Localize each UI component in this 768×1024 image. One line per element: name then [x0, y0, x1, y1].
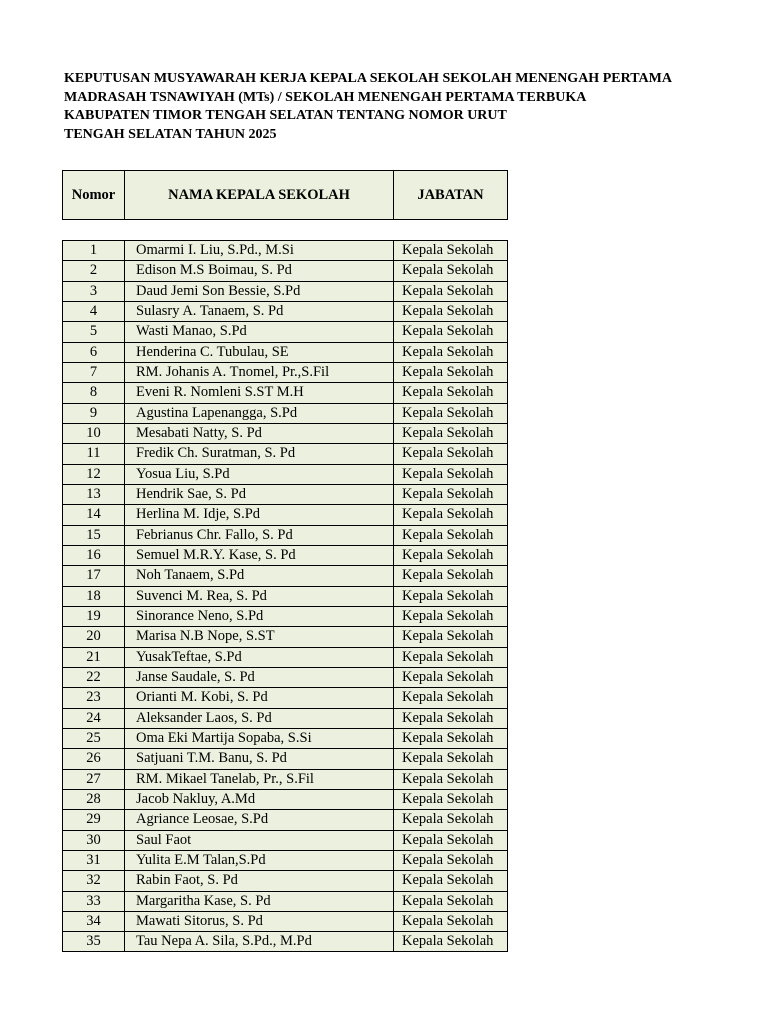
table-row [63, 932, 508, 952]
table-row [63, 708, 508, 728]
table-row [63, 281, 508, 301]
table-body [63, 241, 508, 952]
row-nama: RM. Mikael Tanelab, Pr., S.Fil [125, 769, 394, 789]
table-row [63, 322, 508, 342]
row-jabatan: Kepala Sekolah [394, 281, 508, 301]
row-nama: Noh Tanaem, S.Pd [125, 566, 394, 586]
row-jabatan: Kepala Sekolah [394, 749, 508, 769]
row-number: 27 [63, 769, 125, 789]
row-nama: Agustina Lapenangga, S.Pd [125, 403, 394, 423]
row-number: 7 [63, 362, 125, 382]
row-jabatan: Kepala Sekolah [394, 525, 508, 545]
row-number: 6 [63, 342, 125, 362]
table-row [63, 667, 508, 687]
row-jabatan: Kepala Sekolah [394, 911, 508, 931]
row-jabatan: Kepala Sekolah [394, 342, 508, 362]
document-title [64, 70, 672, 144]
table-row [63, 647, 508, 667]
table-row [63, 566, 508, 586]
row-nama: Eveni R. Nomleni S.ST M.H [125, 383, 394, 403]
row-number: 21 [63, 647, 125, 667]
row-nama: Omarmi I. Liu, S.Pd., M.Si [125, 241, 394, 261]
row-jabatan: Kepala Sekolah [394, 606, 508, 626]
row-jabatan: Kepala Sekolah [394, 545, 508, 565]
row-jabatan: Kepala Sekolah [394, 647, 508, 667]
table-row [63, 342, 508, 362]
row-nama: Yosua Liu, S.Pd [125, 464, 394, 484]
row-nama: Mesabati Natty, S. Pd [125, 423, 394, 443]
table-row [63, 505, 508, 525]
title-line-1: KEPUTUSAN MUSYAWARAH KERJA KEPALA SEKOLAH SEKOLAH MENENGAH PERTAMA [64, 71, 672, 86]
row-jabatan: Kepala Sekolah [394, 241, 508, 261]
row-number: 31 [63, 850, 125, 870]
row-jabatan: Kepala Sekolah [394, 769, 508, 789]
row-number: 35 [63, 932, 125, 952]
row-number: 25 [63, 728, 125, 748]
table-row [63, 891, 508, 911]
table-row [63, 789, 508, 809]
row-number: 22 [63, 667, 125, 687]
table-row [63, 871, 508, 891]
table-row [63, 484, 508, 504]
row-nama: Henderina C. Tubulau, SE [125, 342, 394, 362]
row-jabatan: Kepala Sekolah [394, 566, 508, 586]
row-number: 23 [63, 688, 125, 708]
row-nama: Daud Jemi Son Bessie, S.Pd [125, 281, 394, 301]
row-number: 15 [63, 525, 125, 545]
row-number: 33 [63, 891, 125, 911]
row-jabatan: Kepala Sekolah [394, 932, 508, 952]
table-row [63, 911, 508, 931]
row-nama: Hendrik Sae, S. Pd [125, 484, 394, 504]
title-line-2: MADRASAH TSNAWIYAH (MTs) / SEKOLAH MENENGAH PERTAMA TERBUKA [64, 89, 587, 105]
table-row [63, 403, 508, 423]
row-nama: Herlina M. Idje, S.Pd [125, 505, 394, 525]
title-line-3: KABUPATEN TIMOR TENGAH SELATAN TENTANG NOMOR URUT [64, 108, 507, 123]
row-jabatan: Kepala Sekolah [394, 789, 508, 809]
row-nama: Sulasry A. Tanaem, S. Pd [125, 301, 394, 321]
table-row [63, 830, 508, 850]
row-nama: Suvenci M. Rea, S. Pd [125, 586, 394, 606]
row-number: 8 [63, 383, 125, 403]
table-row [63, 301, 508, 321]
table-row [63, 769, 508, 789]
row-jabatan: Kepala Sekolah [394, 484, 508, 504]
row-nama: Aleksander Laos, S. Pd [125, 708, 394, 728]
row-jabatan: Kepala Sekolah [394, 362, 508, 382]
row-number: 2 [63, 261, 125, 281]
row-jabatan: Kepala Sekolah [394, 423, 508, 443]
row-number: 3 [63, 281, 125, 301]
row-number: 9 [63, 403, 125, 423]
row-number: 10 [63, 423, 125, 443]
header-nama-kepala-sekolah: NAMA KEPALA SEKOLAH [125, 171, 394, 220]
row-number: 26 [63, 749, 125, 769]
row-nama: Margaritha Kase, S. Pd [125, 891, 394, 911]
table-row [63, 586, 508, 606]
table-row [63, 728, 508, 748]
row-jabatan: Kepala Sekolah [394, 505, 508, 525]
row-nama: Wasti Manao, S.Pd [125, 322, 394, 342]
row-jabatan: Kepala Sekolah [394, 830, 508, 850]
row-jabatan: Kepala Sekolah [394, 891, 508, 911]
row-number: 34 [63, 911, 125, 931]
row-nama: Mawati Sitorus, S. Pd [125, 911, 394, 931]
row-nama: Semuel M.R.Y. Kase, S. Pd [125, 545, 394, 565]
row-number: 5 [63, 322, 125, 342]
row-jabatan: Kepala Sekolah [394, 403, 508, 423]
row-number: 24 [63, 708, 125, 728]
row-nama: Agriance Leosae, S.Pd [125, 810, 394, 830]
table-row [63, 423, 508, 443]
table-row [63, 362, 508, 382]
row-nama: Edison M.S Boimau, S. Pd [125, 261, 394, 281]
row-jabatan: Kepala Sekolah [394, 810, 508, 830]
row-nama: Fredik Ch. Suratman, S. Pd [125, 444, 394, 464]
row-number: 32 [63, 871, 125, 891]
row-jabatan: Kepala Sekolah [394, 850, 508, 870]
row-nama: Tau Nepa A. Sila, S.Pd., M.Pd [125, 932, 394, 952]
row-nama: Saul Faot [125, 830, 394, 850]
row-jabatan: Kepala Sekolah [394, 322, 508, 342]
row-jabatan: Kepala Sekolah [394, 667, 508, 687]
table-row [63, 383, 508, 403]
row-number: 14 [63, 505, 125, 525]
row-number: 16 [63, 545, 125, 565]
row-nama: Janse Saudale, S. Pd [125, 667, 394, 687]
principal-list-table [62, 240, 508, 952]
row-number: 19 [63, 606, 125, 626]
row-number: 28 [63, 789, 125, 809]
row-nama: Oma Eki Martija Sopaba, S.Si [125, 728, 394, 748]
table-row [63, 545, 508, 565]
row-jabatan: Kepala Sekolah [394, 383, 508, 403]
row-jabatan: Kepala Sekolah [394, 586, 508, 606]
row-nama: Febrianus Chr. Fallo, S. Pd [125, 525, 394, 545]
row-jabatan: Kepala Sekolah [394, 261, 508, 281]
row-number: 18 [63, 586, 125, 606]
row-jabatan: Kepala Sekolah [394, 688, 508, 708]
table-row [63, 810, 508, 830]
row-number: 29 [63, 810, 125, 830]
row-nama: Jacob Nakluy, A.Md [125, 789, 394, 809]
row-nama: Marisa N.B Nope, S.ST [125, 627, 394, 647]
table-row [63, 627, 508, 647]
table-row [63, 261, 508, 281]
row-nama: Satjuani T.M. Banu, S. Pd [125, 749, 394, 769]
table-row [63, 464, 508, 484]
row-jabatan: Kepala Sekolah [394, 728, 508, 748]
row-nama: Rabin Faot, S. Pd [125, 871, 394, 891]
row-jabatan: Kepala Sekolah [394, 627, 508, 647]
row-number: 13 [63, 484, 125, 504]
table-row [63, 850, 508, 870]
row-number: 17 [63, 566, 125, 586]
row-number: 11 [63, 444, 125, 464]
table-row [63, 749, 508, 769]
row-nama: Yulita E.M Talan,S.Pd [125, 850, 394, 870]
row-number: 12 [63, 464, 125, 484]
row-nama: RM. Johanis A. Tnomel, Pr.,S.Fil [125, 362, 394, 382]
table-row [63, 444, 508, 464]
row-jabatan: Kepala Sekolah [394, 301, 508, 321]
row-nama: Sinorance Neno, S.Pd [125, 606, 394, 626]
table-header [62, 170, 508, 220]
title-line-4: TENGAH SELATAN TAHUN 2025 [64, 126, 277, 142]
row-number: 20 [63, 627, 125, 647]
header-jabatan: JABATAN [394, 171, 508, 220]
table-row [63, 606, 508, 626]
row-jabatan: Kepala Sekolah [394, 708, 508, 728]
row-jabatan: Kepala Sekolah [394, 871, 508, 891]
row-nama: YusakTeftae, S.Pd [125, 647, 394, 667]
header-nomor: Nomor [63, 171, 125, 220]
table-row [63, 525, 508, 545]
row-number: 1 [63, 241, 125, 261]
row-nama: Orianti M. Kobi, S. Pd [125, 688, 394, 708]
row-jabatan: Kepala Sekolah [394, 464, 508, 484]
row-number: 30 [63, 830, 125, 850]
table-row [63, 241, 508, 261]
row-number: 4 [63, 301, 125, 321]
table-row [63, 688, 508, 708]
row-jabatan: Kepala Sekolah [394, 444, 508, 464]
